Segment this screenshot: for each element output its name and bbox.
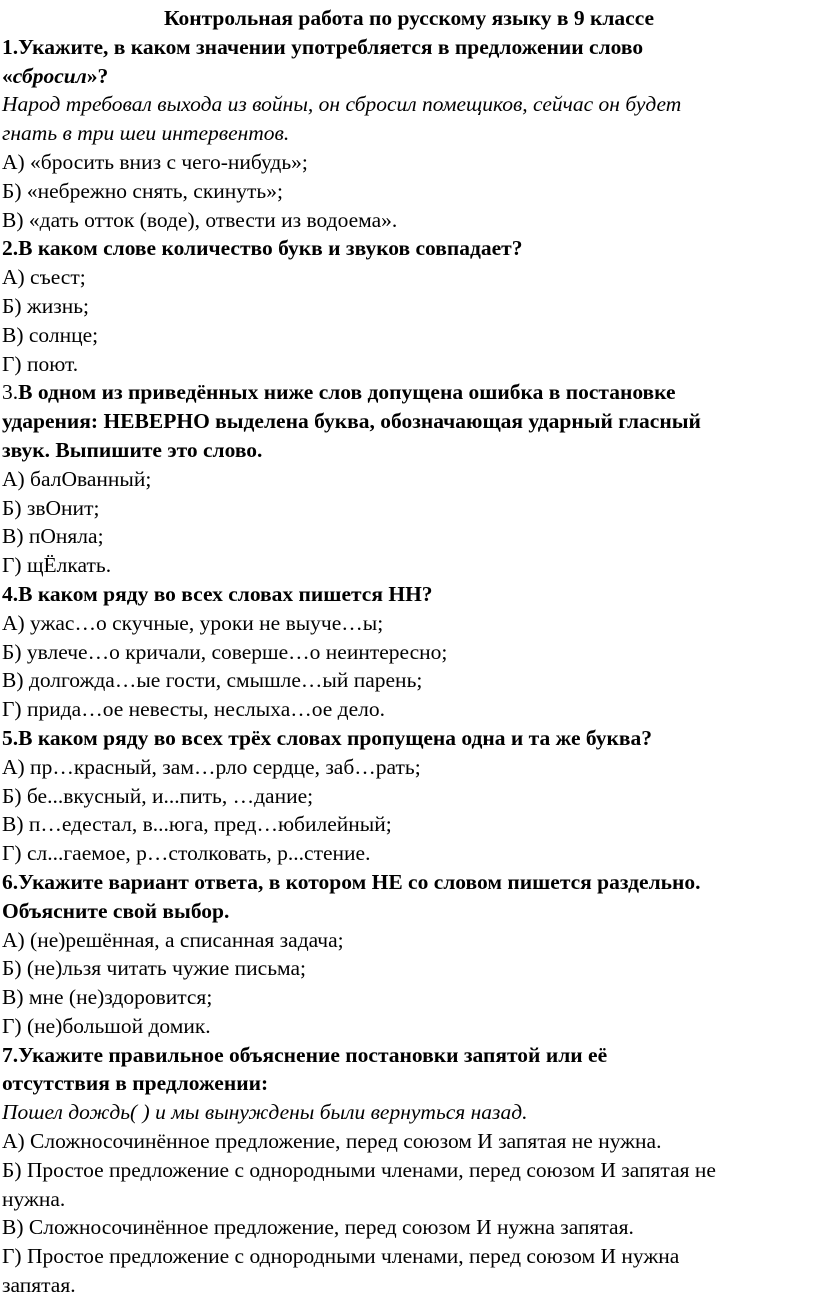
q7-question-line1: 7.Укажите правильное объяснение постановки запятой или её [2,1042,608,1067]
q7-option-c: В) Сложносочинённое предложение, перед союзом И нужна запятая. [2,1215,634,1240]
q6-option-b: Б) (не)льзя читать чужие письма; [2,956,306,981]
q3-question-line1 [2,378,816,407]
q1-target-word: сбросил [12,63,87,88]
q1-sentence-line1: Народ требовал выхода из войны, он сбросил помещиков, сейчас он будет [2,92,682,117]
q2-option-d: Г) поют. [2,351,79,376]
q7-option-d-cont: запятая. [2,1273,76,1298]
q5-option-b: Б) бе...вкусный, и...пить, …дание; [2,783,314,808]
page-title: Контрольная работа по русскому языку в 9 классе [163,6,655,30]
q3-option-c: В) пОняла; [2,524,104,549]
q1-sentence-line2: гнать в три шеи интервентов. [2,121,290,146]
q5-option-c: В) п…едестал, в...юга, пред…юбилейный; [2,812,392,837]
q6-option-c: В) мне (не)здоровится; [2,985,213,1010]
q1-close-quote: »? [86,63,109,88]
q1-open-quote: « [2,63,13,88]
q7-question-line2: отсутствия в предложении: [2,1071,269,1096]
q5-option-a: А) пр…красный, зам…рло сердце, заб…рать; [2,754,421,779]
q7-option-d: Г) Простое предложение с однородными членами, перед союзом И нужна [2,1244,680,1269]
q6-question-line2: Объясните свой выбор. [2,898,230,923]
q1-option-b: Б) «небрежно снять, скинуть»; [2,178,283,203]
q4-question: 4.В каком ряду во всех словах пишется НН? [2,581,433,606]
q6-question-line1: 6.Укажите вариант ответа, в котором НЕ со словом пишется раздельно. [2,869,701,894]
q5-question: 5.В каком ряду во всех трёх словах пропущена одна и та же буква? [2,725,653,750]
q4-option-c: В) долгожда…ые гости, смышле…ый парень; [2,668,423,693]
q6-option-d: Г) (не)большой домик. [2,1013,211,1038]
q2-option-c: В) солнце; [2,322,99,347]
q3-option-d: Г) щЁлкать. [2,553,112,578]
q4-option-d: Г) прида…ое невесты, неслыха…ое дело. [2,697,386,722]
q4-option-b: Б) увлече…о кричали, соверше…о неинтересно; [2,639,448,664]
q4-option-a: А) ужас…о скучные, уроки не выуче…ы; [2,610,384,635]
q2-option-a: А) съест; [2,265,86,290]
q3-question-line3: звук. Выпишите это слово. [2,437,263,462]
q7-option-b-cont: нужна. [2,1186,66,1211]
q1-option-c: В) «дать отток (воде), отвести из водоема». [2,207,398,232]
q3-question-line2: ударения: НЕВЕРНО выделена буква, обозначающая ударный гласный [2,409,701,434]
q1-option-a: А) «бросить вниз с чего-нибудь»; [2,149,308,174]
q2-question: 2.В каком слове количество букв и звуков совпадает? [2,236,523,261]
q7-option-a: А) Сложносочинённое предложение, перед союзом И запятая не нужна. [2,1129,662,1154]
q3-number: 3. [2,380,19,405]
q5-option-d: Г) сл...гаемое, р…столковать, р...стение. [2,841,371,866]
q2-option-b: Б) жизнь; [2,293,90,318]
q1-question-line2 [2,62,816,91]
q3-option-b: Б) звОнит; [2,495,100,520]
q1-question-line1: 1.Укажите, в каком значении употребляется в предложении слово [2,34,644,59]
q3-question-text: В одном из приведённых ниже слов допущена ошибка в постановке [18,380,676,405]
q3-option-a: А) балОванный; [2,466,152,491]
q7-sentence: Пошел дождь( ) и мы вынуждены были вернуться назад. [2,1100,528,1125]
q7-option-b: Б) Простое предложение с однородными членами, перед союзом И запятая не [2,1157,716,1182]
q6-option-a: А) (не)решённая, а списанная задача; [2,927,344,952]
